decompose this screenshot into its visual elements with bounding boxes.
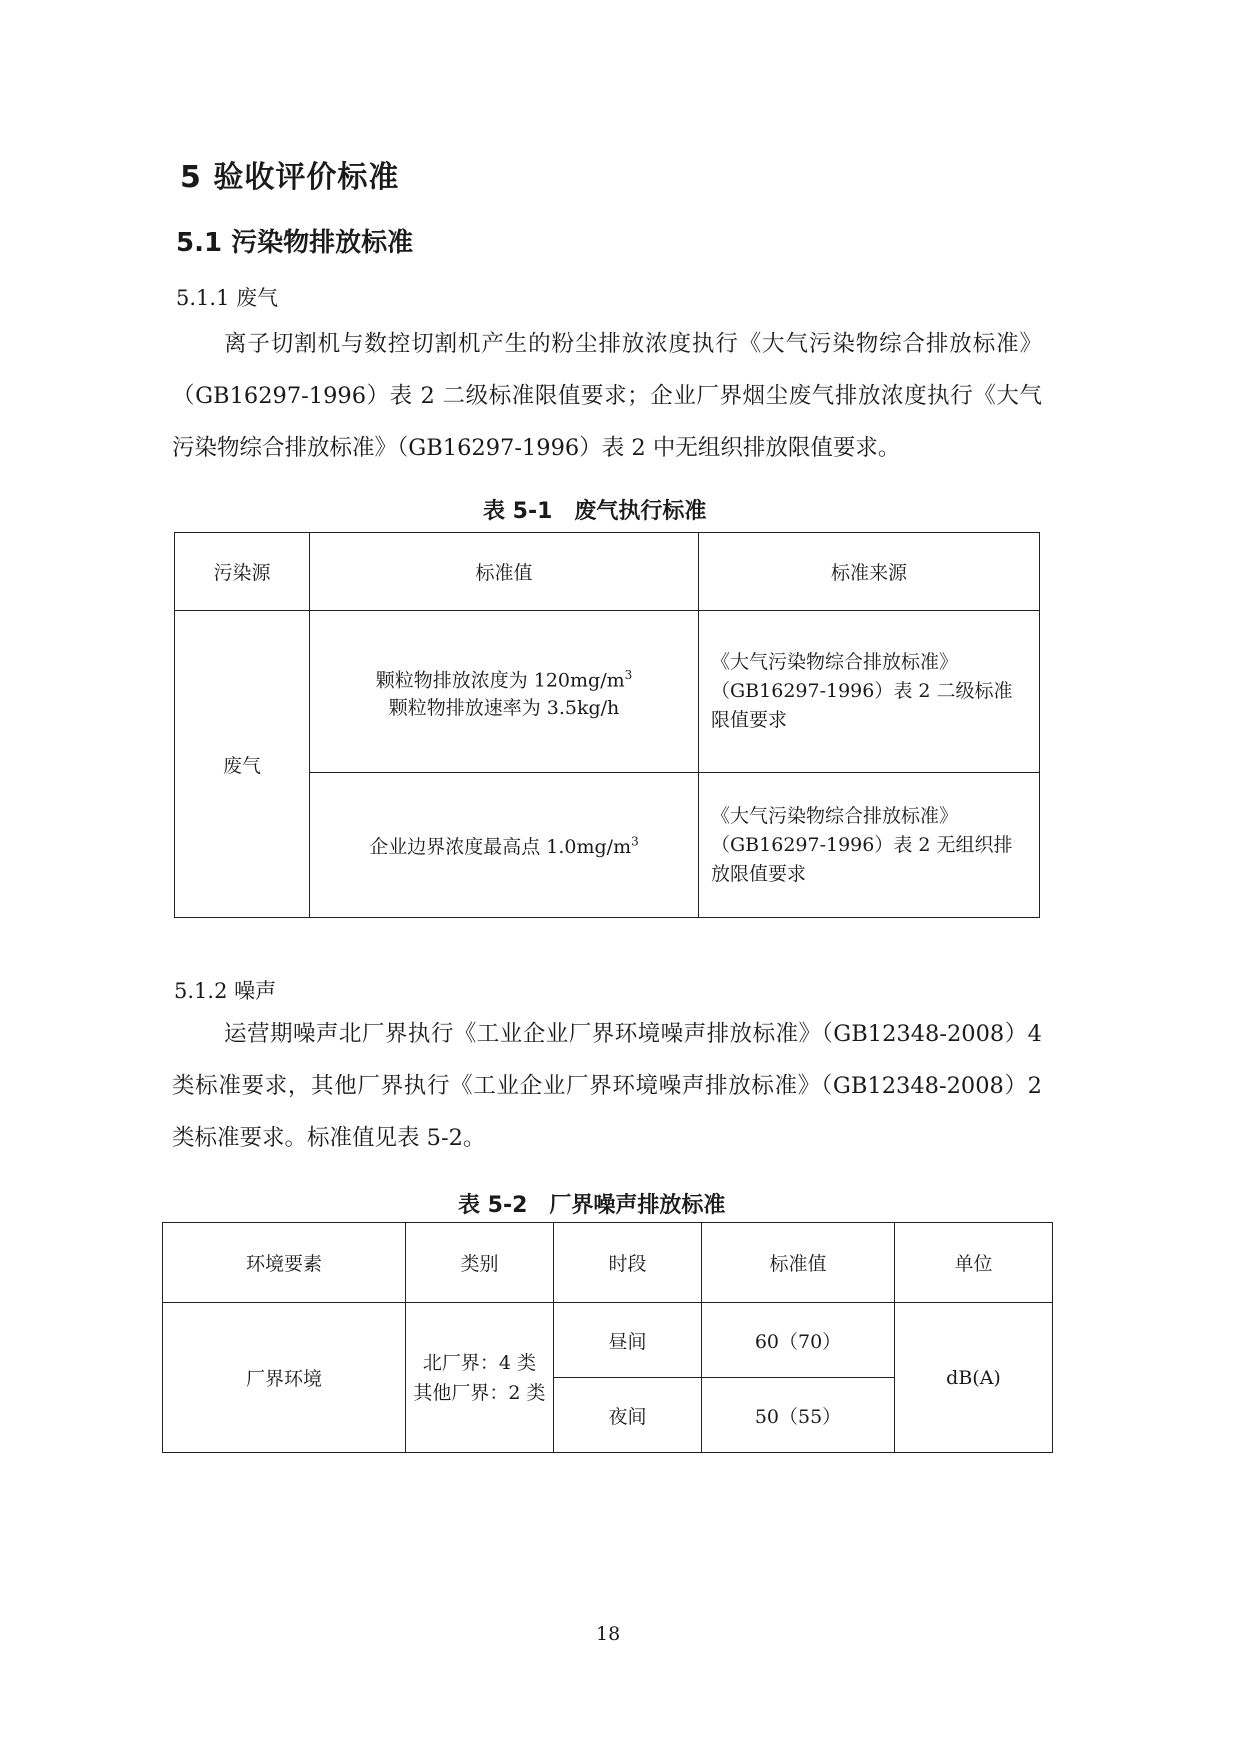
category-line: 北厂界：4 类 [422,1351,537,1374]
table-5-1 [174,532,1040,918]
table-5-2-caption: 表 5-2 厂界噪声排放标准 [458,1193,726,1218]
value-text: 颗粒物排放浓度为 120mg/m [375,669,625,692]
table-cell-standard-source [699,773,1040,918]
superscript: 3 [624,667,633,682]
source-line: 限值要求 [711,709,788,731]
page-number: 18 [596,1623,621,1645]
table-5-1-caption: 表 5-1 废气执行标准 [483,499,707,524]
table-cell-value [310,773,699,918]
superscript: 3 [631,834,639,849]
section-heading-5-1: 5.1 污染物排放标准 [176,228,414,258]
table-cell-standard-source [699,611,1040,773]
value-text: 企业边界浓度最高点 1.0mg/m [369,835,632,858]
table-5-2 [162,1222,1053,1453]
table-cell-period: 昼间 [554,1303,702,1378]
table-header-cell: 标准值 [702,1223,895,1303]
subsection-heading-5-1-2: 5.1.2 噪声 [174,979,277,1003]
table-header-cell: 标准值 [310,533,699,611]
table-cell-element: 厂界环境 [163,1303,406,1453]
source-line: （GB16297-1996）表 2 无组织排 [711,833,1013,856]
table-header-cell: 单位 [895,1223,1053,1303]
section-heading-5: 5 验收评价标准 [180,160,400,195]
table-cell-category [406,1303,554,1453]
source-line: 放限值要求 [711,862,807,885]
source-line: 《大气污染物综合排放标准》 [711,804,959,827]
table-cell-value: 60（70） [702,1303,895,1378]
paragraph-noise [172,1008,1042,1164]
subsection-heading-5-1-1: 5.1.1 废气 [176,286,279,310]
source-line: （GB16297-1996）表 2 二级标准 [711,680,1013,702]
table-cell-unit: dB(A) [895,1303,1053,1453]
table-header-cell: 污染源 [175,533,310,611]
source-line: 《大气污染物综合排放标准》 [711,651,959,673]
table-header-cell: 标准来源 [699,533,1040,611]
paragraph-waste-gas [172,318,1042,474]
table-header-cell: 环境要素 [163,1223,406,1303]
table-header-cell: 类别 [406,1223,554,1303]
paragraph-text: 离子切割机与数控切割机产生的粉尘排放浓度执行《大气污染物综合排放标准》（GB16297-1996）表 2 二级标准限值要求；企业厂界烟尘废气排放浓度执行《大气污染物综合排放标准》（GB16297-1996）表 2 中无组织排放限值要求。 [172,331,1042,461]
table-cell-value [310,611,699,773]
category-line: 其他厂界：2 类 [413,1381,546,1404]
table-cell-source: 废气 [175,611,310,918]
paragraph-text: 运营期噪声北厂界执行《工业企业厂界环境噪声排放标准》（GB12348-2008）4 类标准要求，其他厂界执行《工业企业厂界环境噪声排放标准》（GB12348-2008）2 类标准要求。标准值见表 5-2。 [172,1021,1042,1151]
value-text: 颗粒物排放速率为 3.5kg/h [388,697,620,720]
table-cell-value: 50（55） [702,1378,895,1453]
table-cell-period: 夜间 [554,1378,702,1453]
table-header-cell: 时段 [554,1223,702,1303]
